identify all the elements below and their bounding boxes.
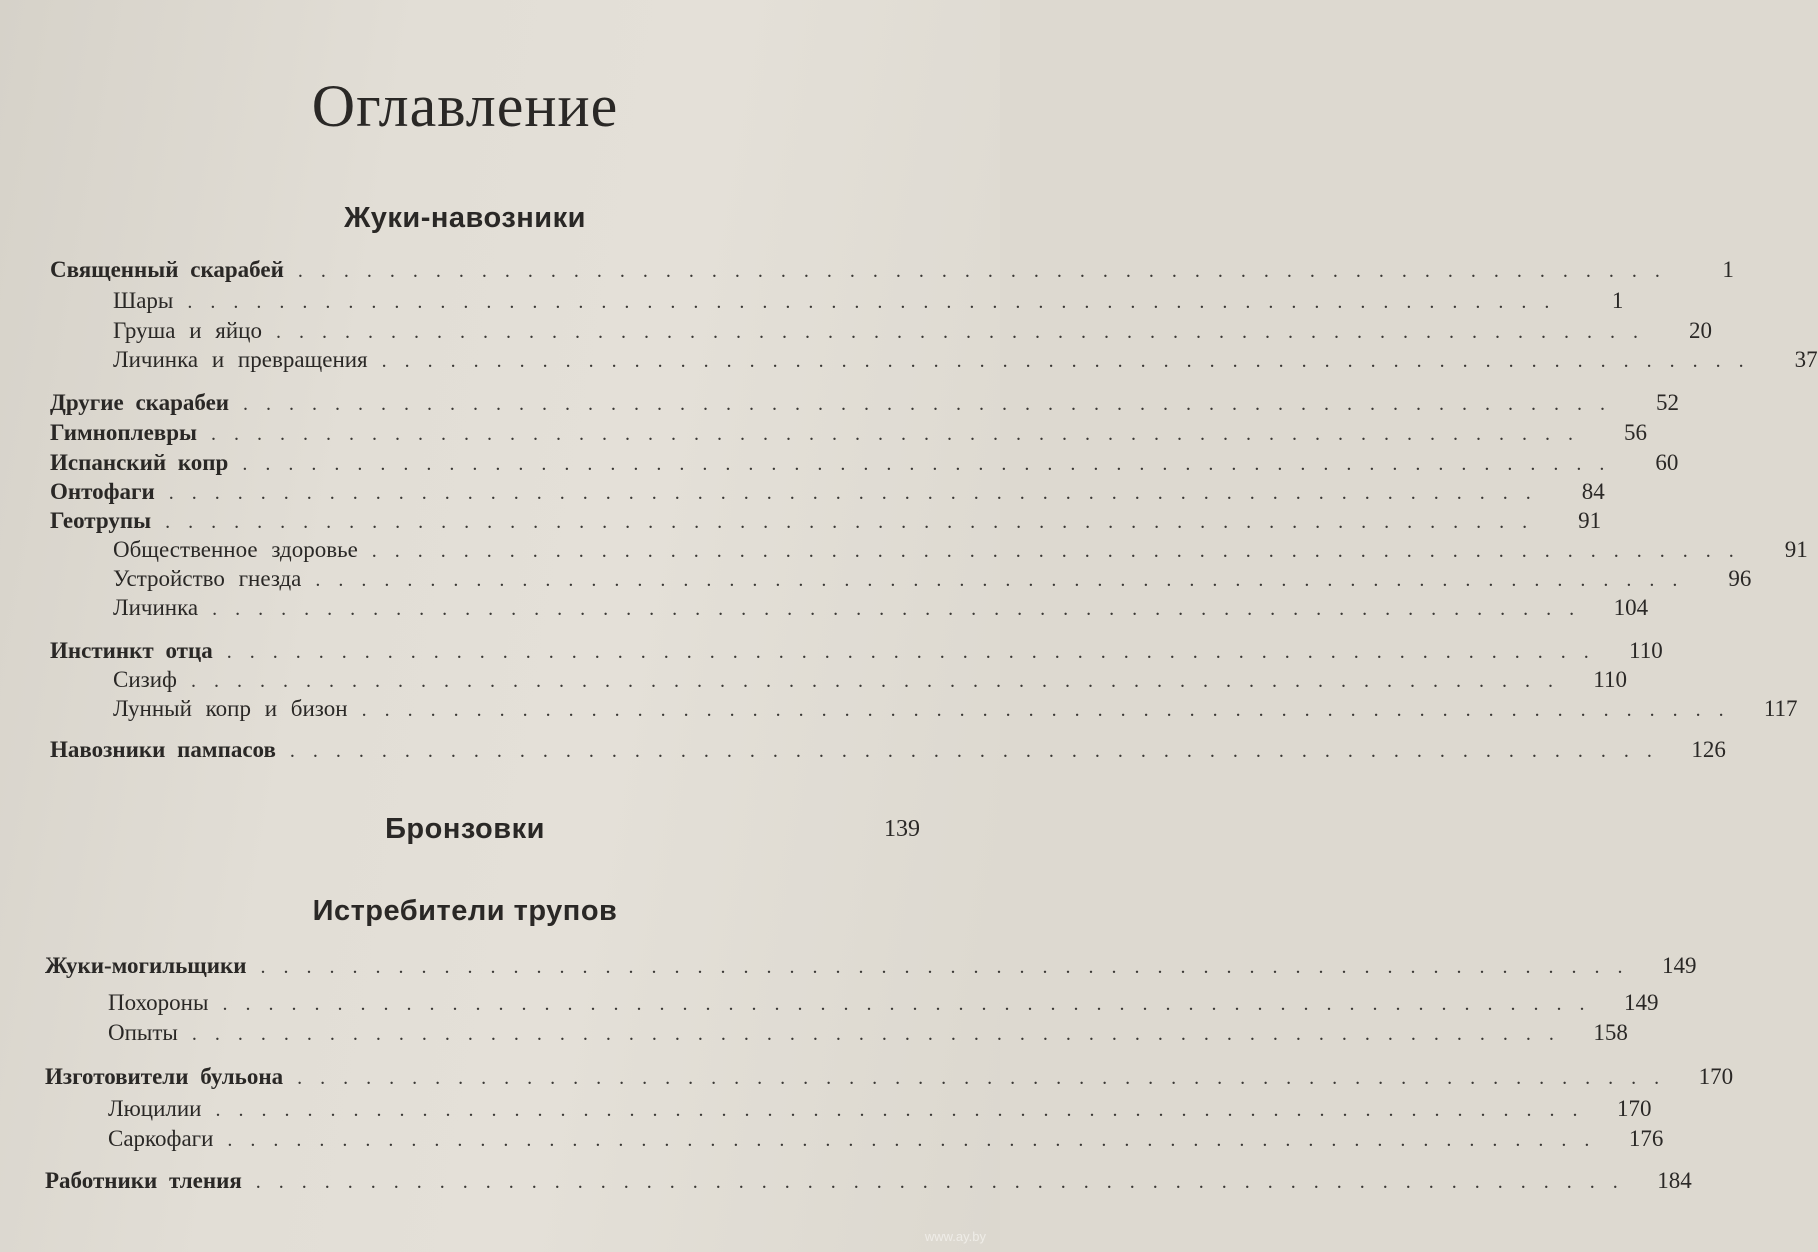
toc-page-number: 1 — [1722, 257, 1734, 282]
toc-page-number: 91 — [1578, 508, 1602, 533]
toc-page-number: 110 — [1593, 667, 1627, 692]
toc-page-number: 110 — [1629, 638, 1663, 663]
dot-leader: ............................................................ — [227, 1129, 1608, 1151]
section-heading-bronze-beetles: Бронзовки — [385, 813, 545, 845]
toc-entry — [45, 1168, 1692, 1198]
toc-subentry — [113, 566, 1752, 596]
toc-subentry — [108, 990, 1659, 1020]
toc-entry-label: Другие скарабеи — [50, 390, 230, 415]
toc-page-number: 91 — [1784, 537, 1808, 562]
toc-subentry — [113, 667, 1627, 697]
toc-subentry — [108, 1020, 1628, 1050]
toc-entry-label: Опыты — [108, 1020, 178, 1045]
dot-leader: ............................................................ — [315, 569, 1696, 591]
dot-leader: ............................................................ — [297, 1067, 1678, 1089]
toc-entry — [45, 953, 1697, 983]
toc-entry-label: Саркофаги — [108, 1126, 214, 1151]
toc-entry-label: Онтофаги — [50, 479, 155, 504]
toc-entry-label: Устройство гнезда — [113, 566, 302, 591]
toc-subentry — [113, 696, 1798, 726]
dot-leader: ............................................................ — [190, 670, 1571, 692]
toc-entry-label: Общественное здоровье — [113, 537, 358, 562]
toc-entry-label: Лунный копр и бизон — [113, 696, 348, 721]
dot-leader: ............................................................ — [222, 993, 1603, 1015]
section-page-number: 139 — [884, 816, 920, 842]
toc-entry-label: Шары — [113, 288, 174, 313]
dot-leader: ............................................................ — [381, 350, 1762, 372]
toc-page-number: 149 — [1661, 953, 1697, 978]
toc-entry — [50, 508, 1602, 538]
toc-entry-label: Груша и яйцо — [113, 318, 262, 343]
toc-page-number: 149 — [1623, 990, 1659, 1015]
toc-entry-label: Люцилии — [108, 1096, 202, 1121]
toc-page-number: 37 — [1794, 347, 1818, 372]
toc-entry — [50, 450, 1679, 480]
toc-subentry — [108, 1096, 1652, 1126]
toc-page-number: 20 — [1688, 318, 1712, 343]
dot-leader: ............................................................ — [243, 393, 1624, 415]
toc-entry — [50, 737, 1726, 767]
toc-page-number: 104 — [1613, 595, 1649, 620]
toc-page-number: 52 — [1656, 390, 1680, 415]
dot-leader: ............................................................ — [165, 511, 1546, 533]
section-heading-dung-beetles: Жуки-навозники — [344, 202, 586, 234]
toc-entry-label: Навозники пампасов — [50, 737, 276, 762]
toc-entry-label: Личинка — [113, 595, 199, 620]
dot-leader: ............................................................ — [361, 699, 1742, 721]
toc-page-number: 126 — [1691, 737, 1726, 762]
toc-page-number: 184 — [1657, 1168, 1692, 1193]
toc-entry-label: Гимноплевры — [50, 420, 197, 445]
toc-subentry — [113, 288, 1624, 318]
page-title: Оглавление — [311, 73, 619, 139]
toc-subentry — [113, 537, 1808, 567]
toc-subentry — [113, 318, 1712, 348]
dot-leader: ............................................................ — [215, 1099, 1596, 1121]
toc-entry-label: Похороны — [108, 990, 209, 1015]
toc-entry — [45, 1064, 1734, 1094]
toc-entry-label: Личинка и превращения — [113, 347, 368, 372]
toc-entry — [50, 420, 1647, 450]
dot-leader: ............................................................ — [191, 1023, 1572, 1045]
toc-subentry — [108, 1126, 1664, 1156]
dot-leader: ............................................................ — [168, 482, 1549, 504]
toc-entry-label: Работники тления — [45, 1168, 242, 1193]
toc-entry-label: Геотрупы — [50, 508, 152, 533]
dot-leader: ............................................................ — [187, 291, 1568, 313]
section-heading-carrion-beetles: Истребители трупов — [312, 895, 618, 927]
toc-page-number: 96 — [1728, 566, 1752, 591]
toc-page-number: 117 — [1763, 696, 1798, 721]
toc-entry — [50, 390, 1680, 420]
dot-leader: ............................................................ — [289, 740, 1670, 762]
toc-entry — [50, 479, 1605, 509]
toc-page-number: 170 — [1698, 1064, 1734, 1089]
watermark: www.ay.by — [924, 1229, 986, 1244]
dot-leader: ............................................................ — [210, 423, 1591, 445]
toc-entry-label: Жуки-могильщики — [45, 953, 247, 978]
toc-entry-label: Священный скарабей — [50, 257, 284, 282]
toc-page-number: 56 — [1623, 420, 1647, 445]
toc-entry-label: Испанский копр — [50, 450, 229, 475]
dot-leader: ............................................................ — [212, 598, 1593, 620]
dot-leader: ............................................................ — [275, 321, 1656, 343]
toc-page-number: 84 — [1581, 479, 1605, 504]
toc-subentry — [113, 347, 1818, 377]
toc-entry-label: Изготовители бульона — [45, 1064, 284, 1089]
toc-page-number: 176 — [1628, 1126, 1664, 1151]
dot-leader: ............................................................ — [297, 260, 1678, 282]
toc-entry — [50, 257, 1734, 287]
toc-subentry — [113, 595, 1649, 625]
toc-entry — [50, 638, 1663, 668]
dot-leader: ............................................................ — [226, 641, 1607, 663]
dot-leader: ............................................................ — [255, 1171, 1636, 1193]
toc-page-number: 1 — [1611, 288, 1624, 313]
dot-leader: ............................................................ — [242, 453, 1623, 475]
toc-entry-label: Сизиф — [113, 667, 177, 692]
toc-entry-label: Инстинкт отца — [50, 638, 213, 663]
toc-page-number: 60 — [1655, 450, 1679, 475]
toc-page-number: 170 — [1617, 1096, 1652, 1121]
toc-page-number: 158 — [1593, 1020, 1628, 1045]
dot-leader: ............................................................ — [371, 540, 1752, 562]
dot-leader: ............................................................ — [260, 956, 1641, 978]
